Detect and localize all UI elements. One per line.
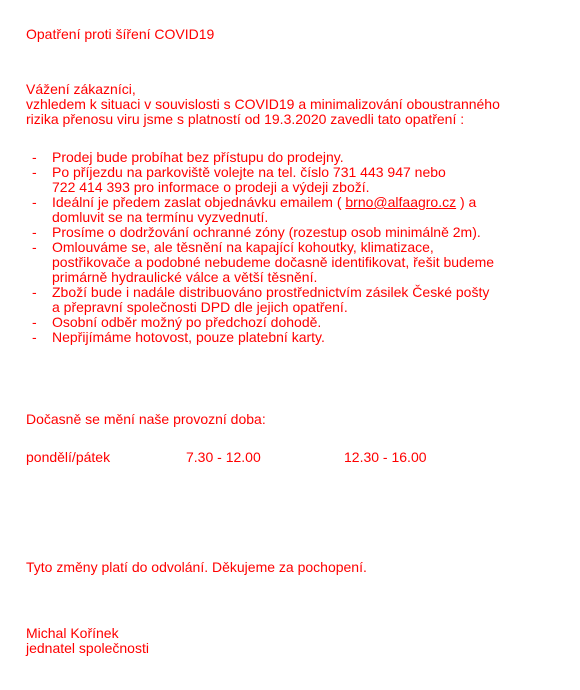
list-item-text: Prosíme o dodržování ochranné zóny (rozestup osob minimálně 2m).: [52, 224, 481, 240]
list-item-text: Zboží bude i nadále distribuováno prostřednictvím zásilek České pošty: [52, 284, 490, 300]
signature-role: jednatel společnosti: [26, 640, 149, 656]
list-item: [26, 165, 562, 195]
opening-hours-row: [26, 450, 526, 466]
list-item-text: Nepřijímáme hotovost, pouze platební karty.: [52, 329, 325, 345]
list-item-text: domluvit se na termínu vyzvednutí.: [52, 209, 269, 225]
list-bullet: -: [32, 314, 37, 330]
list-item: [26, 315, 562, 330]
list-bullet: -: [32, 239, 37, 255]
list-item: [26, 240, 562, 285]
list-item-text: Prodej bude probíhat bez přístupu do prodejny.: [52, 149, 344, 165]
notice-title: Opatření proti šíření COVID19: [26, 26, 215, 42]
list-item-text: Omlouváme se, ale těsnění na kapající kohoutky, klimatizace,: [52, 239, 434, 255]
signature-block: [26, 626, 149, 656]
list-bullet: -: [32, 194, 37, 210]
email-link[interactable]: brno@alfaagro.cz: [345, 194, 457, 210]
intro-line: rizika přenosu viru jsme s platností od 19.3.2020 zavedli tato opatření :: [26, 111, 465, 127]
list-item: [26, 285, 562, 315]
list-item-text: primárně hydraulické válce a větší těsnění.: [52, 269, 318, 285]
list-item: [26, 150, 562, 165]
list-bullet: -: [32, 149, 37, 165]
list-bullet: -: [32, 329, 37, 345]
hours-afternoon: 12.30 - 16.00: [344, 449, 427, 465]
list-item: [26, 195, 562, 225]
intro-line: vzhledem k situaci v souvislosti s COVID19 a minimalizování oboustranného: [26, 96, 500, 112]
list-bullet: -: [32, 224, 37, 240]
hours-morning: 7.30 - 12.00: [186, 449, 261, 465]
measures-list: [26, 150, 562, 345]
list-item-text: a přepravní společnosti DPD dle jejich opatření.: [52, 299, 348, 315]
list-item-text: postřikovače a podobné nebudeme dočasně identifikovat, řešit budeme: [52, 254, 495, 270]
opening-hours-heading: Dočasně se mění naše provozní doba:: [26, 411, 266, 427]
list-bullet: -: [32, 164, 37, 180]
hours-day: pondělí/pátek: [26, 449, 111, 465]
greeting: Vážení zákazníci,: [26, 81, 136, 97]
list-bullet: -: [32, 284, 37, 300]
list-item: [26, 225, 562, 240]
list-item-text: Po příjezdu na parkoviště volejte na tel. číslo 731 443 947 nebo: [52, 164, 446, 180]
list-item: [26, 330, 562, 345]
signature-name: Michal Kořínek: [26, 625, 119, 641]
list-item-text: 722 414 393 pro informace o prodeji a výdeji zboží.: [52, 179, 370, 195]
list-item-text: Ideální je předem zaslat objednávku emailem ( brno@alfaagro.cz ) a: [52, 194, 477, 210]
closing-note: Tyto změny platí do odvolání. Děkujeme za pochopení.: [26, 559, 367, 575]
intro-paragraph: [26, 82, 500, 127]
list-item-text: Osobní odběr možný po předchozí dohodě.: [52, 314, 322, 330]
